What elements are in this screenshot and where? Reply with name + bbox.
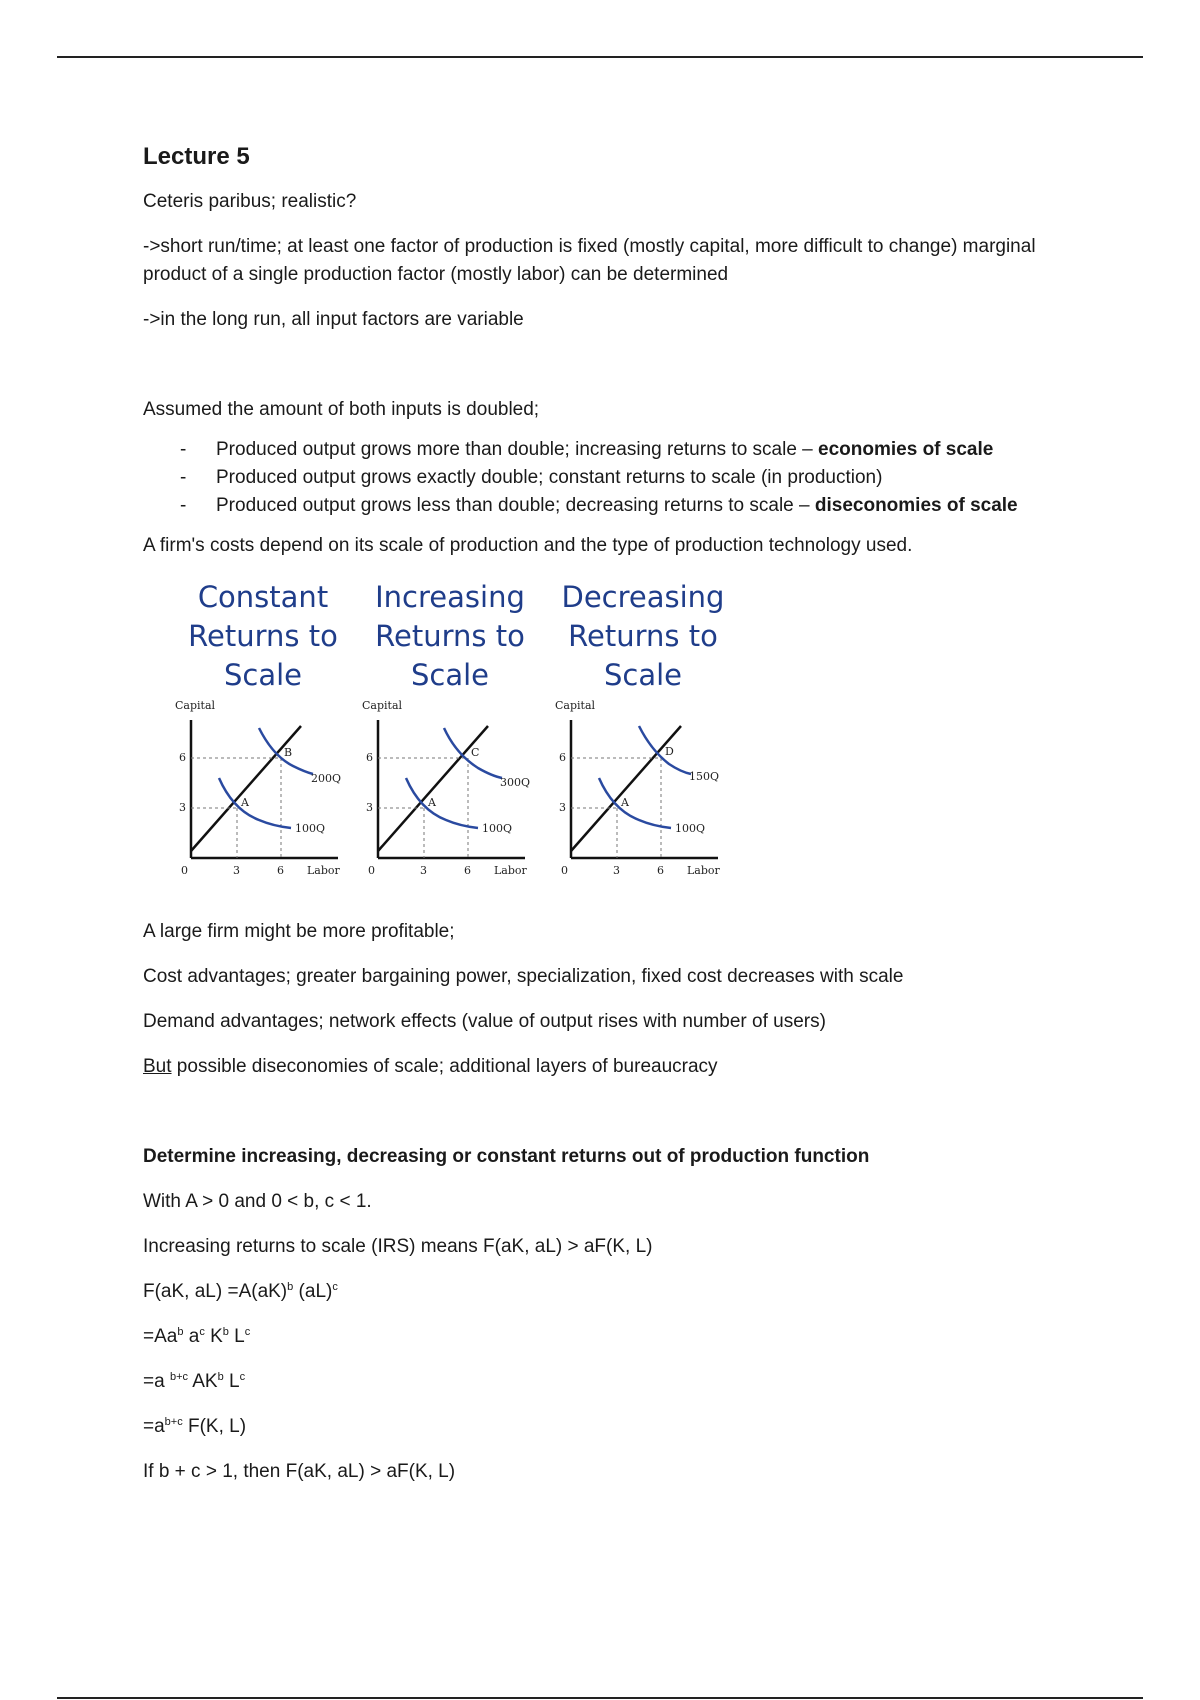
long-run-text: ->in the long run, all input factors are variable bbox=[143, 309, 524, 330]
point-label: A bbox=[621, 796, 629, 809]
equation-line: F(aK, aL) =A(aK)$^b$ (aL)$^c$ bbox=[143, 1281, 338, 1302]
list-item: - Produced output grows exactly double; constant returns to scale (in production) bbox=[143, 464, 1063, 492]
bottom-rule bbox=[57, 1697, 1143, 1699]
isoquant-label: 150Q bbox=[689, 770, 720, 783]
y-axis-label: Capital bbox=[362, 699, 403, 712]
returns-to-scale-figure bbox=[173, 578, 733, 898]
panel-increasing bbox=[360, 578, 540, 898]
cost-advantages: Cost advantages; greater bargaining power, specialization, fixed cost decreases with scale bbox=[143, 966, 904, 987]
tick-label: 6 bbox=[464, 864, 471, 877]
equation-line: $=Aa^b$ $a^c$ $K^b$ $L^c$ bbox=[143, 1326, 251, 1347]
isoquant-label: 300Q bbox=[500, 776, 531, 789]
tick-label: 3 bbox=[179, 801, 186, 814]
condition-text: With A > 0 and 0 < b, c < 1. bbox=[143, 1191, 372, 1212]
intro-question: Ceteris paribus; realistic? bbox=[143, 191, 357, 212]
panel-title: Decreasing Returns to Scale bbox=[561, 580, 725, 692]
demand-advantages: Demand advantages; network effects (value of output rises with number of users) bbox=[143, 1011, 826, 1032]
panel-decreasing bbox=[553, 578, 733, 898]
tick-label: 3 bbox=[420, 864, 427, 877]
x-axis-label: Labor bbox=[494, 864, 527, 877]
tick-label: 0 bbox=[561, 864, 568, 877]
list-item: - Produced output grows less than double; decreasing returns to scale – diseconomies of scale bbox=[143, 492, 1063, 520]
short-run-text: ->short run/time; at least one factor of production is fixed (mostly capital, more difficult to change) marginal product of a single production factor (mostly labor) can be determined bbox=[143, 236, 1036, 285]
tick-label: 3 bbox=[613, 864, 620, 877]
panel-constant bbox=[173, 578, 353, 898]
y-axis-label: Capital bbox=[175, 699, 216, 712]
irs-definition: Increasing returns to scale (IRS) means F(aK, aL) > aF(K, L) bbox=[143, 1236, 653, 1257]
point-label: D bbox=[665, 745, 674, 758]
isoquant-label: 200Q bbox=[311, 772, 342, 785]
conclusion-text: If b + c > 1, then F(aK, aL) > aF(K, L) bbox=[143, 1461, 456, 1482]
isoquant-plot bbox=[173, 698, 353, 898]
x-axis-label: Labor bbox=[307, 864, 340, 877]
tick-label: 6 bbox=[657, 864, 664, 877]
page-title: Lecture 5 bbox=[143, 143, 250, 170]
point-label: A bbox=[241, 796, 249, 809]
point-label: B bbox=[284, 746, 293, 759]
tick-label: 6 bbox=[366, 751, 373, 764]
isoquant-plot bbox=[553, 698, 733, 898]
isoquant-plot bbox=[360, 698, 540, 898]
spacer bbox=[143, 351, 1063, 396]
panel-title: Constant Returns to Scale bbox=[188, 580, 338, 692]
isoquant-label: 100Q bbox=[675, 822, 706, 835]
tick-label: 0 bbox=[181, 864, 188, 877]
tick-label: 6 bbox=[179, 751, 186, 764]
list-item: - Produced output grows more than double; increasing returns to scale – economies of scale bbox=[143, 436, 1063, 464]
doubling-lead: Assumed the amount of both inputs is doubled; bbox=[143, 399, 540, 420]
costs-text: A firm's costs depend on its scale of production and the type of production technology used. bbox=[143, 535, 913, 556]
equation-line: $=a^{b+c}$ F(K, L) bbox=[143, 1416, 247, 1437]
point-label: A bbox=[428, 796, 436, 809]
tick-label: 3 bbox=[559, 801, 566, 814]
returns-list bbox=[143, 436, 1063, 520]
spacer bbox=[143, 1098, 1063, 1143]
isoquant-label: 100Q bbox=[482, 822, 513, 835]
diseconomies-text: But possible diseconomies of scale; additional layers of bureaucracy bbox=[143, 1056, 718, 1077]
panel-title: Increasing Returns to Scale bbox=[375, 580, 525, 692]
isoquant-label: 100Q bbox=[295, 822, 326, 835]
top-rule bbox=[57, 56, 1143, 58]
tick-label: 6 bbox=[277, 864, 284, 877]
document-body bbox=[143, 140, 1063, 1503]
y-axis-label: Capital bbox=[555, 699, 596, 712]
point-label: C bbox=[471, 746, 480, 759]
x-axis-label: Labor bbox=[687, 864, 720, 877]
tick-label: 0 bbox=[368, 864, 375, 877]
large-firm-lead: A large firm might be more profitable; bbox=[143, 921, 455, 942]
tick-label: 3 bbox=[233, 864, 240, 877]
equation-line: =a $^{b+c}$ $AK^b$ $L^c$ bbox=[143, 1371, 246, 1392]
tick-label: 3 bbox=[366, 801, 373, 814]
section-heading: Determine increasing, decreasing or constant returns out of production function bbox=[143, 1146, 870, 1167]
tick-label: 6 bbox=[559, 751, 566, 764]
